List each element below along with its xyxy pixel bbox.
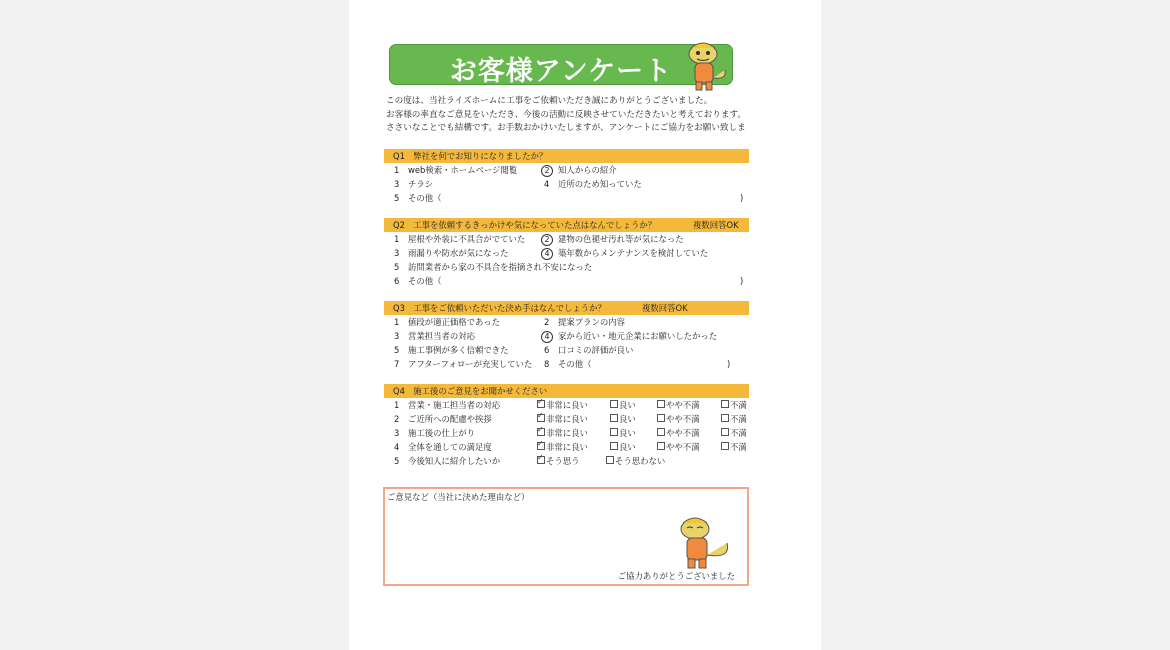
checkbox-icon[interactable] bbox=[537, 414, 545, 422]
checkbox-label: 非常に良い bbox=[546, 442, 588, 452]
circled-number: 2 bbox=[541, 234, 553, 246]
checkbox-label: やや不満 bbox=[666, 442, 700, 452]
option-q1-2[interactable]: 2 知人からの紹介 bbox=[544, 164, 617, 177]
rating-checkbox-option[interactable] bbox=[721, 427, 747, 439]
lizard-mascot-icon bbox=[675, 515, 735, 573]
checkbox-label: そう思わない bbox=[615, 456, 666, 466]
rating-checkbox-option[interactable] bbox=[606, 455, 665, 467]
rating-row-label: 3 施工後の仕上がり bbox=[394, 428, 475, 438]
checkbox-label: 非常に良い bbox=[546, 400, 588, 410]
rating-checkbox-option[interactable] bbox=[721, 441, 747, 453]
question-header-q3 bbox=[384, 301, 749, 315]
question-title: Q4 施工後のご意見をお聞かせください bbox=[393, 386, 548, 396]
paren-close: ) bbox=[727, 359, 731, 369]
checkbox-icon[interactable] bbox=[610, 442, 618, 450]
circled-number: 4 bbox=[541, 331, 553, 343]
thanks-text: ご協力ありがとうございました bbox=[617, 571, 735, 581]
checkbox-label: 不満 bbox=[730, 428, 747, 438]
question-header-q2 bbox=[384, 218, 749, 232]
rating-checkbox-option[interactable] bbox=[537, 441, 588, 453]
title-banner bbox=[389, 44, 733, 85]
checkbox-icon[interactable] bbox=[721, 400, 729, 408]
rating-row-label: 1 営業・施工担当者の対応 bbox=[394, 400, 501, 410]
checkbox-label: 良い bbox=[619, 442, 636, 452]
lizard-mascot-icon bbox=[683, 40, 731, 92]
circled-number: 4 bbox=[541, 248, 553, 260]
option-q3-6[interactable]: 6 口コミの評価が良い bbox=[544, 345, 634, 355]
checkbox-label: 不満 bbox=[730, 442, 747, 452]
checkbox-icon[interactable] bbox=[537, 400, 545, 408]
rating-checkbox-option[interactable] bbox=[537, 427, 588, 439]
checkbox-label: そう思う bbox=[546, 456, 580, 466]
checkbox-icon[interactable] bbox=[610, 428, 618, 436]
rating-checkbox-option[interactable] bbox=[610, 441, 636, 453]
checkbox-label: やや不満 bbox=[666, 428, 700, 438]
rating-checkbox-option[interactable] bbox=[657, 441, 700, 453]
rating-row-label: 5 今後知人に紹介したいか bbox=[394, 456, 501, 466]
paren-close: ) bbox=[740, 193, 744, 203]
option-q2-1[interactable]: 1 屋根や外装に不具合がでていた bbox=[394, 234, 526, 244]
rating-checkbox-option[interactable] bbox=[721, 413, 747, 425]
checkbox-icon[interactable] bbox=[610, 414, 618, 422]
checkbox-icon[interactable] bbox=[610, 400, 618, 408]
checkbox-icon[interactable] bbox=[537, 428, 545, 436]
option-q3-8[interactable]: 8 その他（ bbox=[544, 359, 592, 369]
circled-number: 2 bbox=[541, 165, 553, 177]
checkbox-label: 良い bbox=[619, 400, 636, 410]
rating-checkbox-option[interactable] bbox=[537, 413, 588, 425]
multiple-answers-note: 複数回答OK bbox=[642, 303, 688, 313]
option-q3-4[interactable]: 4 家から近い・地元企業にお願いしたかった bbox=[544, 330, 717, 343]
checkbox-label: やや不満 bbox=[666, 414, 700, 424]
question-title: Q3 工事をご依頼いただいた決め手はなんでしょうか？ bbox=[393, 303, 606, 313]
rating-row-label: 2 ご近所への配慮や挨拶 bbox=[394, 414, 492, 424]
option-q2-4[interactable]: 4 築年数からメンテナンスを検討していた bbox=[544, 247, 708, 260]
option-q2-3[interactable]: 3 雨漏りや防水が気になった bbox=[394, 248, 509, 258]
checkbox-icon[interactable] bbox=[537, 442, 545, 450]
option-q2-6[interactable]: 6 その他（ bbox=[394, 276, 442, 286]
option-q3-3[interactable]: 3 営業担当者の対応 bbox=[394, 331, 475, 341]
rating-checkbox-option[interactable] bbox=[610, 399, 636, 411]
rating-checkbox-option[interactable] bbox=[537, 399, 588, 411]
rating-checkbox-option[interactable] bbox=[657, 427, 700, 439]
checkbox-icon[interactable] bbox=[657, 442, 665, 450]
checkbox-label: 良い bbox=[619, 428, 636, 438]
intro-line: ささいなことでも結構です。お手数おかけいたしますが、アンケートにご協力をお願い致しま bbox=[386, 123, 746, 133]
page-title: お客様アンケート bbox=[449, 56, 673, 87]
comment-label: ご意見など（当社に決めた理由など） bbox=[387, 492, 530, 502]
option-q2-2[interactable]: 2 建物の色褪せ汚れ等が気になった bbox=[544, 233, 684, 246]
question-title: Q1 弊社を何でお知りになりましたか？ bbox=[393, 151, 548, 161]
checkbox-label: やや不満 bbox=[666, 400, 700, 410]
option-q1-4[interactable]: 4 近所のため知っていた bbox=[544, 179, 642, 189]
rating-checkbox-option[interactable] bbox=[657, 399, 700, 411]
checkbox-label: 非常に良い bbox=[546, 428, 588, 438]
rating-checkbox-option[interactable] bbox=[610, 427, 636, 439]
option-q3-5[interactable]: 5 施工事例が多く信頼できた bbox=[394, 345, 509, 355]
checkbox-icon[interactable] bbox=[606, 456, 614, 464]
rating-checkbox-option[interactable] bbox=[721, 399, 747, 411]
paren-close: ) bbox=[740, 276, 744, 286]
checkbox-label: 不満 bbox=[730, 414, 747, 424]
option-q2-5[interactable]: 5 訪問業者から家の不具合を指摘され不安になった bbox=[394, 262, 593, 272]
option-q3-2[interactable]: 2 提案プランの内容 bbox=[544, 317, 625, 327]
intro-line: お客様の率直なご意見をいただき、今後の活動に反映させていただきたいと考えております。 bbox=[386, 109, 746, 120]
checkbox-icon[interactable] bbox=[537, 456, 545, 464]
checkbox-label: 良い bbox=[619, 414, 636, 424]
comment-box[interactable] bbox=[383, 487, 749, 586]
option-q3-1[interactable]: 1 値段が適正価格であった bbox=[394, 317, 501, 327]
intro-text bbox=[386, 95, 756, 136]
question-header-q1 bbox=[384, 149, 749, 163]
option-q1-3[interactable]: 3 チラシ bbox=[394, 179, 434, 189]
rating-checkbox-option[interactable] bbox=[610, 413, 636, 425]
checkbox-icon[interactable] bbox=[721, 428, 729, 436]
intro-line: この度は、当社ライズホームに工事をご依頼いただき誠にありがとうございました。 bbox=[386, 96, 713, 106]
rating-checkbox-option[interactable] bbox=[657, 413, 700, 425]
checkbox-icon[interactable] bbox=[657, 400, 665, 408]
option-q1-1[interactable]: 1 web検索・ホームページ閲覧 bbox=[394, 165, 518, 175]
rating-row-label: 4 全体を通しての満足度 bbox=[394, 442, 492, 452]
checkbox-icon[interactable] bbox=[721, 414, 729, 422]
checkbox-icon[interactable] bbox=[657, 414, 665, 422]
checkbox-icon[interactable] bbox=[721, 442, 729, 450]
survey-sheet bbox=[349, 0, 821, 650]
checkbox-label: 不満 bbox=[730, 400, 747, 410]
question-title: Q2 工事を依頼するきっかけや気になっていた点はなんでしょうか？ bbox=[393, 220, 657, 230]
option-q3-7[interactable]: 7 アフターフォローが充実していた bbox=[394, 359, 533, 369]
rating-checkbox-option[interactable] bbox=[537, 455, 580, 467]
checkbox-icon[interactable] bbox=[657, 428, 665, 436]
checkbox-label: 非常に良い bbox=[546, 414, 588, 424]
multiple-answers-note: 複数回答OK bbox=[693, 220, 739, 230]
option-q1-5[interactable]: 5 その他（ bbox=[394, 193, 442, 203]
question-header-q4 bbox=[384, 384, 749, 398]
